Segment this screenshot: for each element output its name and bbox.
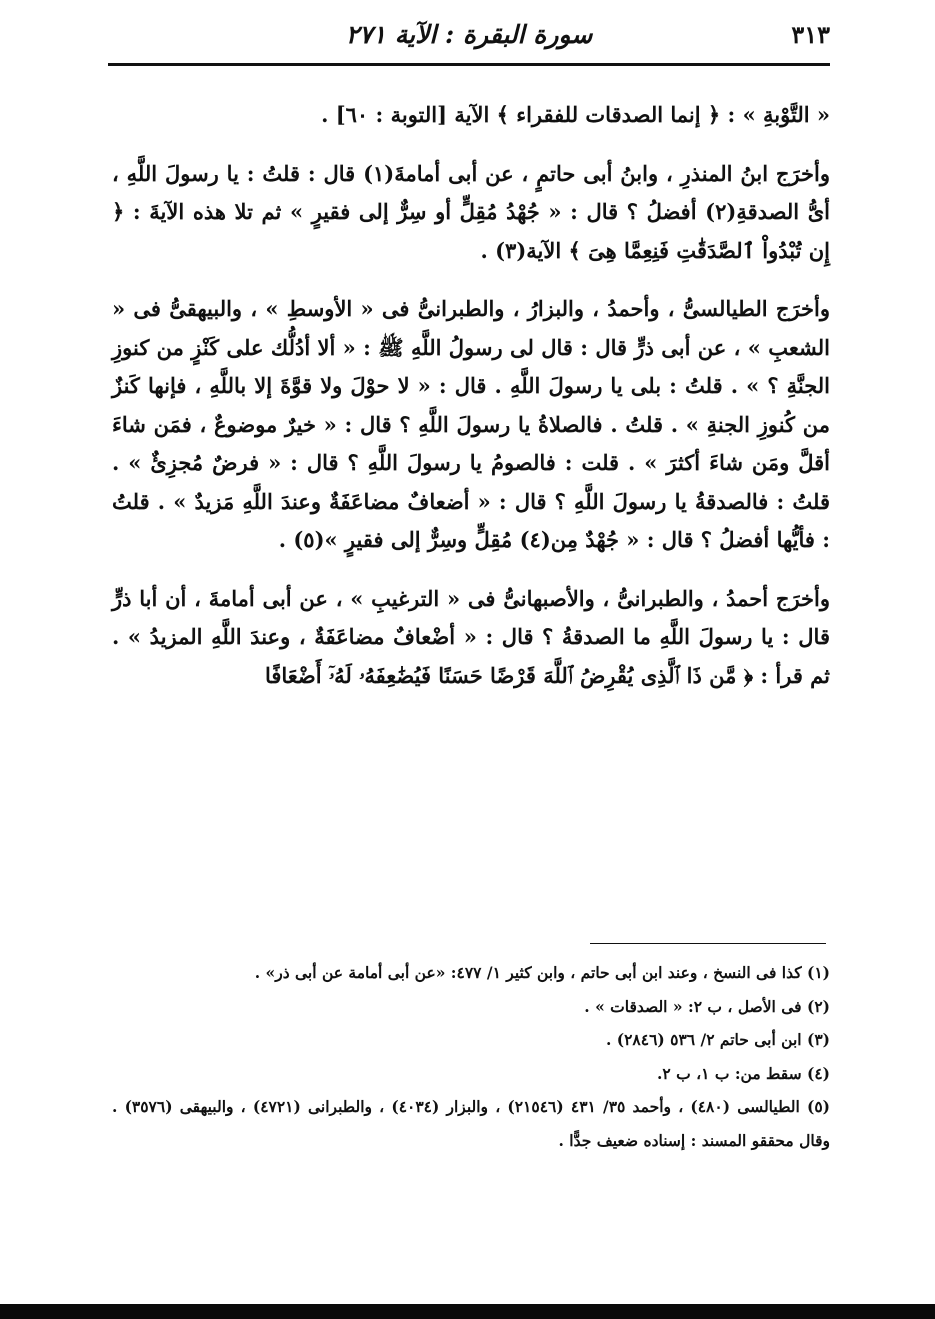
page-header bbox=[108, 14, 830, 54]
footnote-3: (٣) ابن أبى حاتم ٢/ ٥٣٦ (٢٨٤٦) . bbox=[605, 1030, 830, 1049]
footnote-5: (٥) الطيالسى (٤٨٠) ، وأحمد ٣٥/ ٤٣١ (٢١٥٤٦) ، والبزار (٤٠٣٤) ، والطبرانى (٤٧٢١) ، والبيهقى (٣٥٧٦) . وقال محققو المسند : إسناده ضعيف جدًّا . bbox=[112, 1097, 830, 1150]
paragraph-2: وأخرَج ابنُ المنذرِ ، وابنُ أبى حاتمٍ ، عن أبى أمامةَ(١) قال : قلتُ : يا رسولَ اللَّهِ ، أىُّ الصدقةِ(٢) أفضلُ ؟ قال : « جُهْدُ مُقِلٍّ أو سِرٌّ إلى فقيرٍ » ثم تلا هذه الآيةَ : ﴿ إِن تُبْدُواْ ٱلصَّدَقَٰتِ فَنِعِمَّا هِىَ ﴾ الآية(٣) . bbox=[112, 160, 830, 263]
footnote-1: (١) كذا فى النسخ ، وعند ابن أبى حاتم ، وابن كثير ١/ ٤٧٧: «عن أبى أمامة عن أبى ذر» . bbox=[254, 963, 830, 982]
footnote-2: (٢) فى الأصل ، ب ٢: « الصدقات » . bbox=[584, 996, 830, 1016]
paragraph-3: وأخرَج الطيالسىُّ ، وأحمدُ ، والبزارُ ، والطبرانىُّ فى « الأوسطِ » ، والبيهقىُّ فى « الشعبِ » ، عن أبى ذرٍّ قال : قال لى رسولُ اللَّهِ ﷺ : « ألا أدُلُّك على كَنْزٍ من كنوزِ الجنَّةِ ؟ » . قلتُ : بلى يا رسولَ اللَّهِ . قال : « لا حوْلَ ولا قوَّةَ إلا باللَّهِ ، فإنها كَنزٌ من كُنوزِ الجنةِ » . قلتُ . فالصلاةُ يا رسولَ اللَّهِ ؟ قال : « خيرٌ موضوعٌ ، فمَن شاءَ أقلَّ ومَن شاءَ أكثرَ » . قلت : فالصومُ يا رسولَ اللَّهِ ؟ قال : « فرضٌ مُجزِئٌ » . قلتُ : فالصدقةُ يا رسولَ اللَّهِ ؟ قال : « أضعافٌ مضاعَفَةٌ وعندَ اللَّهِ مَزيدٌ » . قلتُ : فأيُّها أفضلُ ؟ قال : « جُهْدٌ مِن(٤) مُقِلٍّ وسِرٌّ إلى فقيرٍ »(٥) . bbox=[112, 296, 830, 552]
footnote-separator bbox=[590, 943, 826, 944]
header-rule bbox=[108, 63, 830, 66]
paragraph-4: وأخرَج أحمدُ ، والطبرانىُّ ، والأصبهانىُّ فى « الترغيبِ » ، عن أبى أمامةَ ، أن أبا ذرٍّ قال : يا رسولَ اللَّهِ ما الصدقةُ ؟ قال : « أضْعافٌ مضاعَفَةٌ ، وعندَ اللَّهِ المزيدُ » . ثم قرأ : ﴿ مَّن ذَا ٱلَّذِى يُقْرِضُ ٱللَّهَ قَرْضًا حَسَنًا فَيُضَٰعِفَهُۥ لَهُۥٓ أَضْعَافًا bbox=[112, 585, 830, 688]
footnotes bbox=[112, 956, 830, 1157]
footnote-4: (٤) سقط من: ب ١، ب ٢. bbox=[657, 1063, 830, 1083]
main-text bbox=[112, 96, 830, 695]
paragraph-1: « التَّوْبةِ » : ﴿ إنما الصدقات للفقراء ﴾ الآية [التوبة : ٦٠] . bbox=[321, 102, 830, 127]
running-title: سورة البقرة : الآية ٢٧١ bbox=[345, 20, 593, 49]
scan-bottom-edge bbox=[0, 1304, 935, 1319]
page-number: ٣١٣ bbox=[791, 20, 830, 49]
